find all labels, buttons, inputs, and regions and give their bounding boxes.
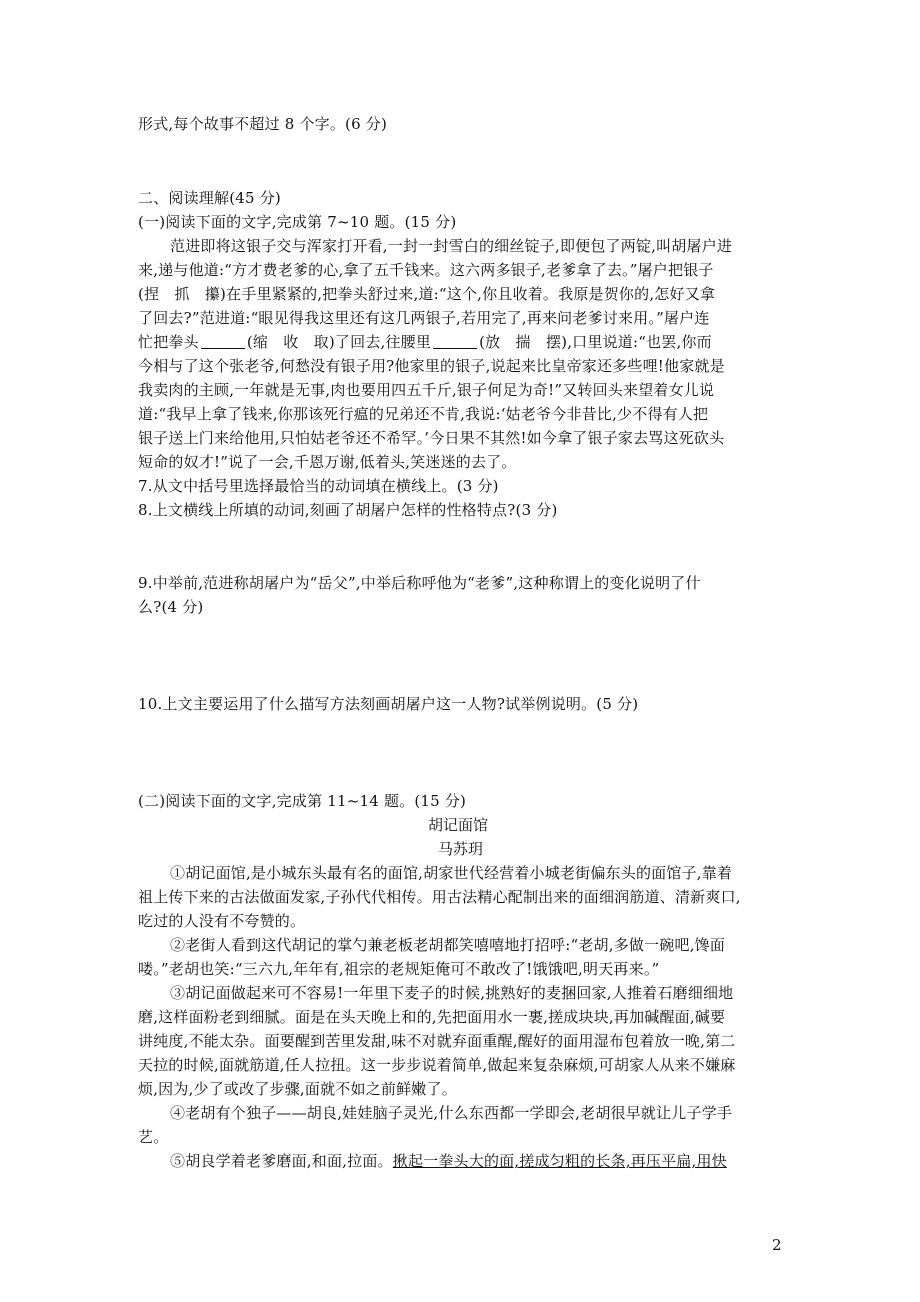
page-number: 2 (772, 1236, 782, 1254)
passage1-line: 我卖肉的主顾,一年就是无事,肉也要用四五千斤,银子何足为奇!”又转回头来望着女儿说 (138, 381, 715, 399)
passage1-text: (缩 收 取)了回去,往腰里 (246, 333, 432, 351)
story-author: 马苏玥 (438, 840, 484, 858)
story-line: ③胡记面做起来可不容易!一年里下麦子的时候,挑熟好的麦捆回家,人推着石磨细细地 (170, 984, 734, 1002)
story-line: 喽。”老胡也笑:“三六九,年年有,祖宗的老规矩俺可不敢改了!饿饿吧,明天再来。” (138, 960, 660, 978)
section-heading: 二、阅读理解(45 分) (138, 189, 281, 207)
passage1-line: 银子送上门来给他用,只怕姑老爷还不希罕。’今日果不其然!如今拿了银子家去骂这死砍头 (138, 429, 725, 447)
passage1-line: 短命的奴才!”说了一会,千恩万谢,低着头,笑迷迷的去了。 (138, 453, 517, 471)
question-7: 7.从文中括号里选择最恰当的动词填在横线上。(3 分) (138, 477, 499, 495)
passage1-line: (捏 抓 攥)在手里紧紧的,把拳头舒过来,道:“这个,你且收着。我原是贺你的,怎好又拿 (138, 285, 716, 303)
story-line (170, 1150, 727, 1172)
underlined-sentence: 揪起一拳头大的面,搓成匀粗的长条,再压平扁,用快 (392, 1152, 727, 1170)
question-9: 9.中举前,范进称胡屠户为“岳父”,中举后称呼他为“老爹”,这种称谓上的变化说明了什 (138, 574, 701, 592)
question-9-cont: 么?(4 分) (138, 598, 204, 616)
story-line: 天拉的时候,面就筋道,任人拉扭。这一步步说着简单,做起来复杂麻烦,可胡家人从来不嫌麻 (138, 1056, 736, 1074)
passage1-line: 范进即将这银子交与浑家打开看,一封一封雪白的细丝锭子,即便包了两锭,叫胡屠户进 (170, 237, 733, 255)
passage1-line: 今相与了这个张老爷,何愁没有银子用?他家里的银子,说起来比皇帝家还多些哩!他家就是 (138, 357, 725, 375)
passage1-line: 了回去?”范进道:“眼见得我这里还有这几两银子,若用完了,再来问老爹讨来用。”屠户连 (138, 309, 710, 327)
story-line: 艺。 (138, 1128, 169, 1146)
story-line: 烦,因为,少了或改了步骤,面就不如之前鲜嫩了。 (138, 1080, 457, 1098)
top-line: 形式,每个故事不超过 8 个字。(6 分) (138, 115, 388, 133)
passage1-line: 道:“我早上拿了钱来,你那该死行瘟的兄弟还不肯,我说:‘姑老爷今非昔比,少不得有人把 (138, 405, 709, 423)
passage1-line (138, 331, 712, 353)
passage1-line: 来,递与他道:“方才费老爹的心,拿了五千钱来。这六两多银子,老爹拿了去。”屠户把银子 (138, 261, 714, 279)
part2-intro: (二)阅读下面的文字,完成第 11~14 题。(15 分) (138, 792, 467, 810)
question-10: 10.上文主要运用了什么描写方法刻画胡屠户这一人物?试举例说明。(5 分) (138, 695, 639, 713)
question-8: 8.上文横线上所填的动词,刻画了胡屠户怎样的性格特点?(3 分) (138, 501, 558, 519)
story-title: 胡记面馆 (428, 816, 489, 834)
story-line: ②老街人看到这代胡记的掌勺兼老板老胡都笑嘻嘻地打招呼:“老胡,多做一碗吧,馋面 (170, 936, 726, 954)
story-text: ⑤胡良学着老爹磨面,和面,拉面。 (170, 1152, 393, 1170)
answer-blank[interactable] (433, 333, 477, 349)
passage1-text: (放 揣 摆),口里说道:“也罢,你而 (479, 333, 712, 351)
story-line: 吃过的人没有不夸赞的。 (138, 912, 306, 930)
story-line: 讲纯度,不能太杂。面要醒到苦里发甜,味不对就弃面重醒,醒好的面用湿布包着放一晚,第二 (138, 1032, 736, 1050)
part1-intro: (一)阅读下面的文字,完成第 7~10 题。(15 分) (138, 213, 457, 231)
answer-blank[interactable] (201, 333, 245, 349)
story-line: 磨,这样面粉老到细腻。面是在头天晚上和的,先把面用水一裹,搓成块块,再加碱醒面,碱要 (138, 1008, 726, 1026)
passage1-text: 忙把拳头 (138, 333, 199, 351)
story-line: ④老胡有个独子——胡良,娃娃脑子灵光,什么东西都一学即会,老胡很早就让儿子学手 (170, 1104, 733, 1122)
story-line: ①胡记面馆,是小城东头最有名的面馆,胡家世代经营着小城老街偏东头的面馆子,靠着 (170, 864, 733, 882)
story-line: 祖上传下来的古法做面发家,子孙代代相传。用古法精心配制出来的面细润筋道、清新爽口, (138, 888, 741, 906)
